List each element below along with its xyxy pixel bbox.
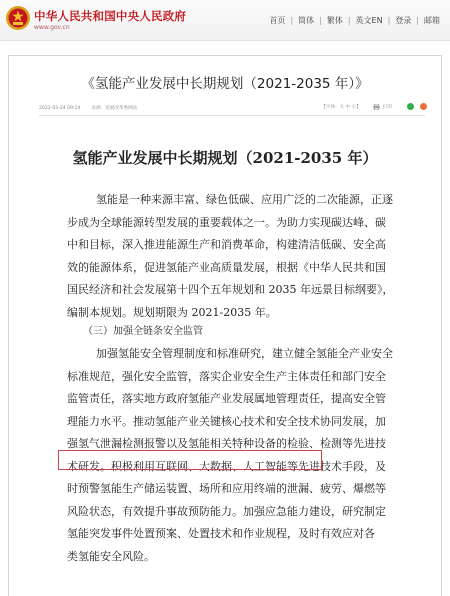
text-line: 类氢能安全风险。 [67,549,155,563]
print-icon[interactable] [373,104,380,110]
text-line: 监管责任，落实地方政府氢能产业发展属地管理责任，提高安全管 [67,392,386,405]
article-meta [39,105,137,111]
document-title: 《氢能产业发展中长期规划（2021-2035 年）》 [81,76,369,92]
nav-english-link[interactable]: 英文EN [355,16,383,25]
publish-date: 2022-03-24 09:14 [39,106,81,111]
article-container [8,55,442,596]
text-line: 风险状态，有效提升事故预防能力。加强应急能力建设，研究制定 [67,504,386,518]
national-emblem-icon[interactable] [5,5,31,31]
top-nav: 首页 | 简体 | 繁体 | 英文EN | 登录 | 邮箱 [269,16,440,25]
weibo-share-icon[interactable] [420,103,427,110]
text-line: 理能力水平。推动氢能产业关键核心技术和安全技术协同发展，加 [67,414,386,428]
article-source: 来源：发展改革委网站 [91,106,138,111]
font-size-control[interactable]: 【字体：大 中 小】 [321,104,361,110]
nav-login-link[interactable]: 登录 [395,16,412,25]
print-link[interactable]: 打印 [382,104,392,110]
paragraph-intro [67,189,394,324]
text-line: 加强氢能安全管理制度和标准研究，建立健全氢能全产业安全 [96,347,393,360]
nav-home-link[interactable]: 首页 [269,16,286,25]
text-line: 标准规范，强化安全监管，落实企业安全生产主体责任和部门安全 [67,369,386,383]
text-line: 强氢气泄漏检测报警以及氢能相关特种设备的检验、检测等先进技 [67,437,386,450]
wechat-share-icon[interactable] [407,103,414,110]
text-line: 步成为全球能源转型发展的重要载体之一。为助力实现碳达峰、碳 [67,215,386,229]
nav-simplified-link[interactable]: 简体 [298,16,315,25]
text-line: 编制本规划。规划期限为 2021-2035 年。 [67,305,277,319]
text-line: 术研发。积极利用互联网、大数据、人工智能等先进技术手段，及 [67,459,386,473]
site-url: www.gov.cn [34,24,70,31]
meta-divider [39,115,425,116]
text-line: 中和目标，深入推进能源生产和消费革命，构建清洁低碳、安全高 [67,238,386,251]
text-line: 时预警氢能生产储运装置、场所和应用终端的泄漏、疲劳、爆燃等 [67,482,386,495]
text-line: 效的能源体系，促进氢能产业高质量发展，根据《中华人民共和国 [67,260,386,274]
paragraph-safety [67,343,393,568]
site-title[interactable]: 中华人民共和国中央人民政府 [34,9,187,23]
nav-traditional-link[interactable]: 繁体 [326,16,343,25]
text-line: 国民经济和社会发展第十四个五年规划和 2035 年远景目标纲要》， [67,283,394,296]
site-header [0,0,450,41]
text-line: 氢能是一种来源丰富、绿色低碳、应用广泛的二次能源，正逐 [96,193,393,206]
nav-mail-link[interactable]: 邮箱 [424,16,440,25]
text-line: 氢能突发事件处置预案、处置技术和作业规程，及时有效应对各 [67,527,375,540]
main-heading: 氢能产业发展中长期规划（2021-2035 年） [72,149,378,167]
section-subheading: （三）加强全链条安全监管 [83,326,203,337]
article-tools [321,103,427,110]
